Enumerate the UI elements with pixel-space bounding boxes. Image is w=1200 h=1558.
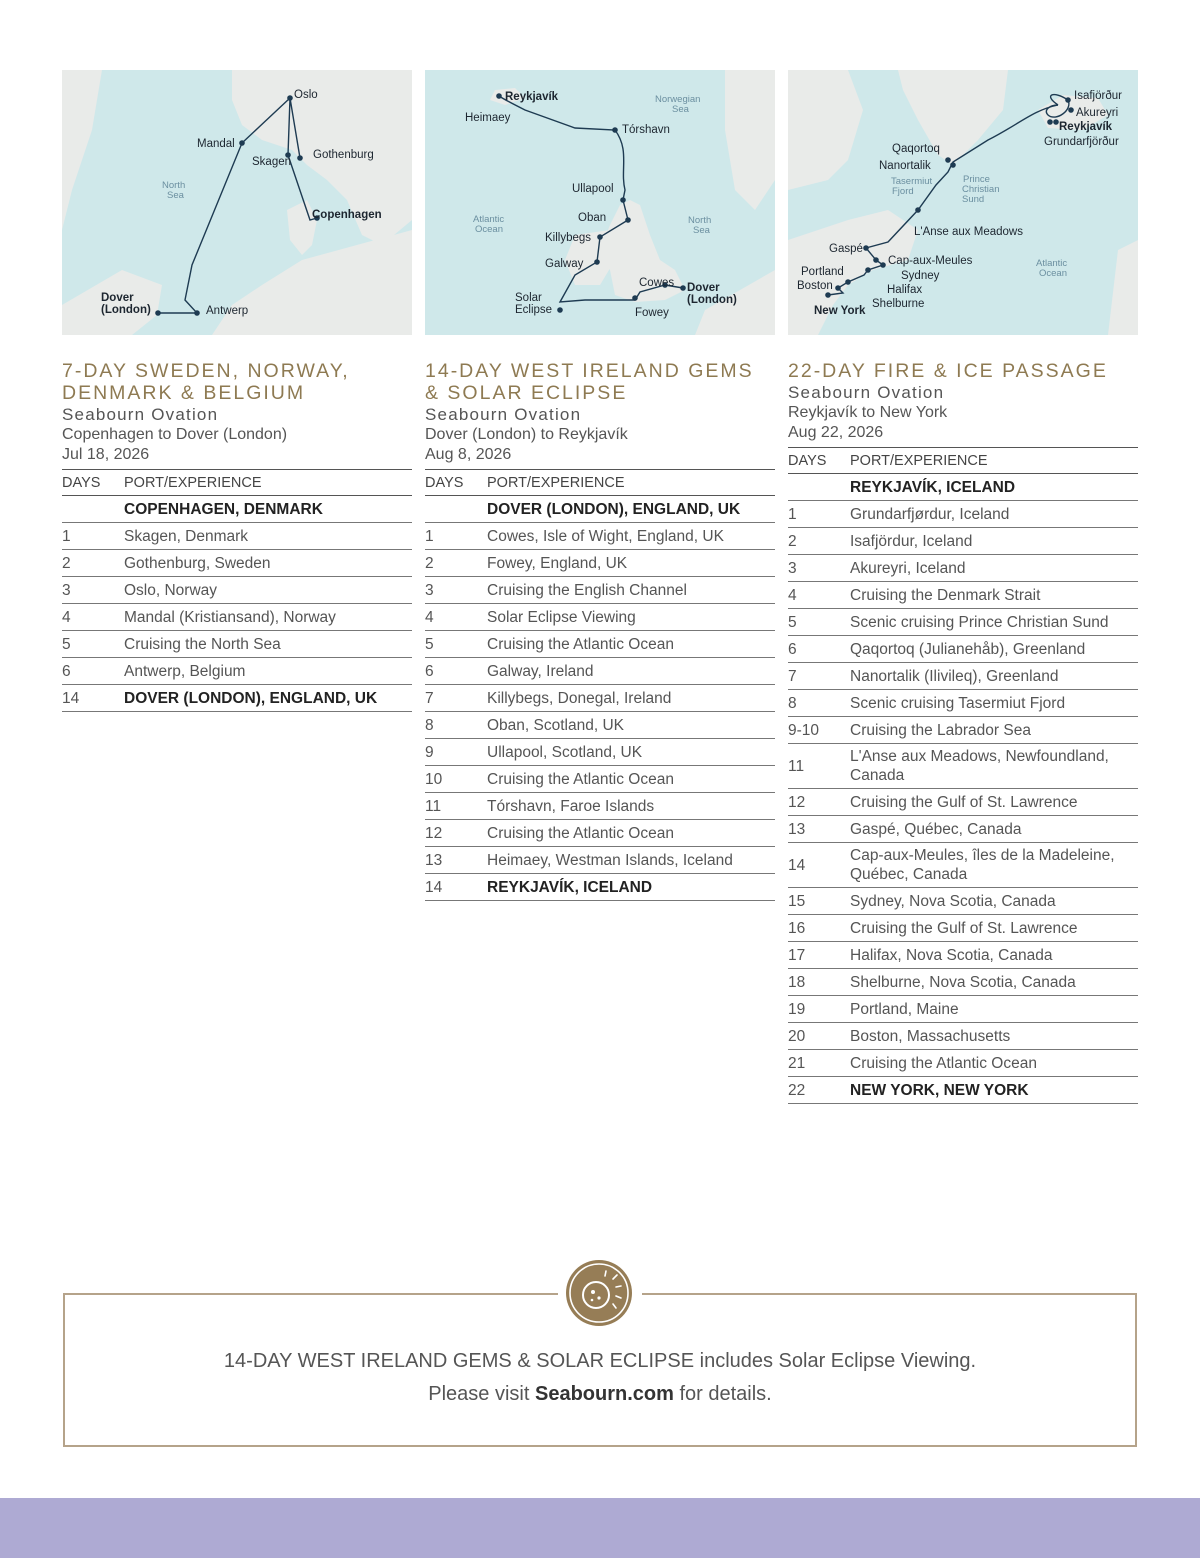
map-label-new-york: New York xyxy=(814,305,866,317)
map-label-akureyri: Akureyri xyxy=(1076,107,1119,119)
day-cell: 1 xyxy=(62,523,124,550)
map-sea-norwegian-sea: Sea xyxy=(672,104,689,115)
itinerary-row xyxy=(788,582,1138,609)
itinerary-table xyxy=(425,469,775,901)
port-cell: Cruising the Atlantic Ocean xyxy=(487,820,775,847)
itinerary-row xyxy=(788,969,1138,996)
day-cell: 13 xyxy=(425,847,487,874)
day-cell: 6 xyxy=(425,658,487,685)
itinerary-row xyxy=(425,874,775,901)
itinerary-column-2 xyxy=(425,360,775,901)
itinerary-row xyxy=(425,604,775,631)
port-cell: Isafjördur, Iceland xyxy=(850,528,1138,555)
map-sea-atlantic-ocean: Ocean xyxy=(475,224,503,235)
itinerary-row xyxy=(788,636,1138,663)
map-sea-norwegian: Norwegian xyxy=(655,94,701,105)
itinerary-column-1 xyxy=(62,360,412,712)
day-cell: 5 xyxy=(62,631,124,658)
itinerary-row xyxy=(788,996,1138,1023)
port-cell: Gothenburg, Sweden xyxy=(124,550,412,577)
day-cell: 6 xyxy=(62,658,124,685)
port-cell: Solar Eclipse Viewing xyxy=(487,604,775,631)
itinerary-row xyxy=(425,766,775,793)
title-line-2: & SOLAR ECLIPSE xyxy=(425,382,628,404)
map-west-ireland-solar-eclipse xyxy=(425,70,775,335)
port-cell: Nanortalik (Ilivileq), Greenland xyxy=(850,663,1138,690)
day-cell: 14 xyxy=(788,843,850,888)
port-cell: DOVER (LONDON), ENGLAND, UK xyxy=(124,685,412,712)
day-cell: 5 xyxy=(788,609,850,636)
port-cell: Oban, Scotland, UK xyxy=(487,712,775,739)
itinerary-row xyxy=(425,523,775,550)
solar-eclipse-icon xyxy=(566,1260,632,1326)
days-header: DAYS xyxy=(425,470,487,496)
map-label-skagen: Skagen xyxy=(252,156,292,168)
map-label-heimaey: Heimaey xyxy=(465,112,511,124)
port-cell: Skagen, Denmark xyxy=(124,523,412,550)
day-cell: 2 xyxy=(788,528,850,555)
map-label-gothenburg: Gothenburg xyxy=(313,149,374,161)
itinerary-row xyxy=(425,793,775,820)
title-line-2: DENMARK & BELGIUM xyxy=(62,382,306,404)
map-label-nanortalik: Nanortalik xyxy=(879,160,931,172)
port-cell: Cruising the Atlantic Ocean xyxy=(850,1050,1138,1077)
port-cell: Cruising the Atlantic Ocean xyxy=(487,631,775,658)
day-cell xyxy=(788,474,850,501)
itinerary-row xyxy=(62,604,412,631)
map-label-sydney: Sydney xyxy=(901,270,940,282)
itinerary-row xyxy=(788,1023,1138,1050)
port-cell: Galway, Ireland xyxy=(487,658,775,685)
itinerary-row xyxy=(425,820,775,847)
day-cell: 12 xyxy=(788,789,850,816)
day-cell: 2 xyxy=(62,550,124,577)
port-cell: Ullapool, Scotland, UK xyxy=(487,739,775,766)
map-label-lanse-aux-meadows: L'Anse aux Meadows xyxy=(914,226,1023,238)
map-sea-sund: Sund xyxy=(962,194,985,205)
itinerary-row xyxy=(62,685,412,712)
map-label-oslo: Oslo xyxy=(294,89,318,101)
day-cell xyxy=(62,496,124,523)
itinerary-row xyxy=(425,496,775,523)
port-cell: Grundarfjørdur, Iceland xyxy=(850,501,1138,528)
itinerary-table xyxy=(788,447,1138,1104)
port-cell: Portland, Maine xyxy=(850,996,1138,1023)
port-cell: Cruising the Gulf of St. Lawrence xyxy=(850,789,1138,816)
map-label-reykjavik: Reykjavík xyxy=(505,91,559,103)
day-cell: 7 xyxy=(788,663,850,690)
itinerary-row xyxy=(788,843,1138,888)
itinerary-row xyxy=(62,577,412,604)
port-cell: Qaqortoq (Julianehåb), Greenland xyxy=(850,636,1138,663)
port-cell: COPENHAGEN, DENMARK xyxy=(124,496,412,523)
map-label-qaqortoq: Qaqortoq xyxy=(892,143,940,155)
notice-line-1: 14-DAY WEST IRELAND GEMS & SOLAR ECLIPSE includes Solar Eclipse Viewing. xyxy=(223,1350,977,1372)
day-cell: 16 xyxy=(788,915,850,942)
map-label-ullapool: Ullapool xyxy=(572,183,614,195)
port-cell: Scenic cruising Tasermiut Fjord xyxy=(850,690,1138,717)
title-line-1: 14-DAY WEST IRELAND GEMS xyxy=(425,360,754,382)
map-label-eclipse: Eclipse xyxy=(515,304,553,316)
itinerary-row xyxy=(788,789,1138,816)
day-cell xyxy=(425,496,487,523)
itinerary-row xyxy=(62,523,412,550)
map-label-galway: Galway xyxy=(545,258,584,270)
badge xyxy=(558,1260,642,1328)
port-cell: DOVER (LONDON), ENGLAND, UK xyxy=(487,496,775,523)
map-label-london: (London) xyxy=(687,294,737,306)
day-cell: 17 xyxy=(788,942,850,969)
route: Reykjavík to New York xyxy=(788,404,948,421)
itinerary-row xyxy=(425,847,775,874)
map-label-antwerp: Antwerp xyxy=(206,305,249,317)
map-label-shelburne: Shelburne xyxy=(872,298,925,310)
map-label-cowes: Cowes xyxy=(639,277,675,289)
departure-date: Jul 18, 2026 xyxy=(62,446,150,463)
itinerary-row xyxy=(788,816,1138,843)
map-label-oban: Oban xyxy=(578,212,607,224)
map-label-cap-aux-meules: Cap-aux-Meules xyxy=(888,255,973,267)
day-cell: 19 xyxy=(788,996,850,1023)
footer-band xyxy=(0,1498,1200,1558)
port-cell: Cruising the North Sea xyxy=(124,631,412,658)
itinerary-row xyxy=(788,555,1138,582)
itinerary-row xyxy=(62,631,412,658)
itinerary-row xyxy=(425,712,775,739)
itinerary-row xyxy=(788,888,1138,915)
departure-date: Aug 8, 2026 xyxy=(425,446,512,463)
notice-text-pre: Please visit xyxy=(428,1383,535,1405)
port-cell: Sydney, Nova Scotia, Canada xyxy=(850,888,1138,915)
itinerary-row xyxy=(788,717,1138,744)
itinerary-row xyxy=(788,942,1138,969)
port-cell: REYKJAVÍK, ICELAND xyxy=(487,874,775,901)
map-label-isafjordur: Isafjörður xyxy=(1074,90,1122,102)
day-cell: 18 xyxy=(788,969,850,996)
day-cell: 21 xyxy=(788,1050,850,1077)
itinerary-row xyxy=(788,528,1138,555)
ship-name: Seabourn Ovation xyxy=(62,405,219,424)
port-cell: Shelburne, Nova Scotia, Canada xyxy=(850,969,1138,996)
day-cell: 3 xyxy=(62,577,124,604)
day-cell: 20 xyxy=(788,1023,850,1050)
port-header: PORT/EXPERIENCE xyxy=(124,470,412,496)
itinerary-row xyxy=(788,744,1138,789)
port-cell: Cruising the English Channel xyxy=(487,577,775,604)
map-sea-north: North xyxy=(162,180,186,191)
itinerary-row xyxy=(62,496,412,523)
map-label-solar: Solar xyxy=(515,292,542,304)
port-cell: Boston, Massachusetts xyxy=(850,1023,1138,1050)
day-cell: 12 xyxy=(425,820,487,847)
map-label-mandal: Mandal xyxy=(197,138,235,150)
itinerary-row xyxy=(425,658,775,685)
itinerary-column-3 xyxy=(788,360,1138,1104)
map-sea-prince: Prince xyxy=(963,174,990,185)
map-label-fowey: Fowey xyxy=(635,307,669,319)
map-label-reykjavik: Reykjavík xyxy=(1059,121,1113,133)
itinerary-table xyxy=(62,469,412,712)
map-label-torshavn: Tórshavn xyxy=(622,124,670,136)
notice-text-post: for details. xyxy=(673,1383,772,1405)
port-cell: L'Anse aux Meadows, Newfoundland, Canada xyxy=(850,744,1138,789)
port-cell: REYKJAVÍK, ICELAND xyxy=(850,474,1138,501)
port-cell: Fowey, England, UK xyxy=(487,550,775,577)
itinerary-row xyxy=(788,474,1138,501)
day-cell: 1 xyxy=(425,523,487,550)
map-sea-north-sea: Sea xyxy=(693,225,710,236)
map-sea-fjord: Fjord xyxy=(892,186,914,197)
port-cell: Cruising the Denmark Strait xyxy=(850,582,1138,609)
itinerary-row xyxy=(788,690,1138,717)
day-cell: 4 xyxy=(62,604,124,631)
title-line-1: 22-DAY FIRE & ICE PASSAGE xyxy=(788,360,1108,382)
day-cell: 4 xyxy=(788,582,850,609)
map-sea-atlantic: Atlantic xyxy=(1036,258,1068,269)
day-cell: 22 xyxy=(788,1077,850,1104)
port-cell: Cowes, Isle of Wight, England, UK xyxy=(487,523,775,550)
day-cell: 6 xyxy=(788,636,850,663)
itinerary-row xyxy=(425,631,775,658)
map-label-dover: Dover xyxy=(101,292,134,304)
map-sea-north: North xyxy=(688,215,712,226)
day-cell: 8 xyxy=(788,690,850,717)
port-cell: Gaspé, Québec, Canada xyxy=(850,816,1138,843)
map-label-portland: Portland xyxy=(801,266,844,278)
days-header: DAYS xyxy=(788,448,850,474)
itinerary-row xyxy=(425,739,775,766)
day-cell: 9-10 xyxy=(788,717,850,744)
map-label-london: (London) xyxy=(101,304,151,316)
day-cell: 10 xyxy=(425,766,487,793)
ship-name: Seabourn Ovation xyxy=(425,405,582,424)
day-cell: 3 xyxy=(425,577,487,604)
itinerary-row xyxy=(425,577,775,604)
itinerary-row xyxy=(788,663,1138,690)
route: Dover (London) to Reykjavík xyxy=(425,426,628,443)
port-cell: Tórshavn, Faroe Islands xyxy=(487,793,775,820)
port-cell: Cruising the Labrador Sea xyxy=(850,717,1138,744)
day-cell: 7 xyxy=(425,685,487,712)
notice-line-2 xyxy=(65,1383,1135,1406)
map-label-dover: Dover xyxy=(687,282,720,294)
day-cell: 2 xyxy=(425,550,487,577)
map-label-boston: Boston xyxy=(797,280,833,292)
day-cell: 1 xyxy=(788,501,850,528)
port-cell: Mandal (Kristiansand), Norway xyxy=(124,604,412,631)
ship-name: Seabourn Ovation xyxy=(788,383,945,402)
port-header: PORT/EXPERIENCE xyxy=(487,470,775,496)
itinerary-row xyxy=(425,550,775,577)
seabourn-link[interactable]: Seabourn.com xyxy=(534,1383,674,1405)
day-cell: 11 xyxy=(425,793,487,820)
map-fire-and-ice-passage xyxy=(788,70,1138,335)
route: Copenhagen to Dover (London) xyxy=(62,426,288,443)
port-cell: Cruising the Atlantic Ocean xyxy=(487,766,775,793)
itinerary-title xyxy=(788,360,1138,382)
day-cell: 13 xyxy=(788,816,850,843)
map-label-killybegs: Killybegs xyxy=(545,232,592,244)
port-cell: Oslo, Norway xyxy=(124,577,412,604)
itinerary-row xyxy=(62,658,412,685)
day-cell: 4 xyxy=(425,604,487,631)
days-header: DAYS xyxy=(62,470,124,496)
day-cell: 11 xyxy=(788,744,850,789)
port-cell: Cap-aux-Meules, îles de la Madeleine, Québec, Canada xyxy=(850,843,1138,888)
day-cell: 9 xyxy=(425,739,487,766)
day-cell: 14 xyxy=(425,874,487,901)
port-cell: Killybegs, Donegal, Ireland xyxy=(487,685,775,712)
title-line-1: 7-DAY SWEDEN, NORWAY, xyxy=(62,360,350,382)
itinerary-row xyxy=(788,1077,1138,1104)
itinerary-row xyxy=(788,501,1138,528)
departure-date: Aug 22, 2026 xyxy=(788,424,884,441)
map-sea-tasermiut: Tasermiut xyxy=(891,176,933,187)
port-cell: Heimaey, Westman Islands, Iceland xyxy=(487,847,775,874)
port-header: PORT/EXPERIENCE xyxy=(850,448,1138,474)
map-label-copenhagen: Copenhagen xyxy=(312,209,382,221)
map-sea-ocean: Ocean xyxy=(1039,268,1067,279)
day-cell: 8 xyxy=(425,712,487,739)
map-label-gaspe: Gaspé xyxy=(829,243,863,255)
map-sweden-norway-denmark-belgium xyxy=(62,70,412,335)
itinerary-title xyxy=(425,360,775,404)
itinerary-row xyxy=(788,1050,1138,1077)
port-cell: Halifax, Nova Scotia, Canada xyxy=(850,942,1138,969)
day-cell: 15 xyxy=(788,888,850,915)
port-cell: Antwerp, Belgium xyxy=(124,658,412,685)
itinerary-row xyxy=(425,685,775,712)
port-cell: Akureyri, Iceland xyxy=(850,555,1138,582)
day-cell: 14 xyxy=(62,685,124,712)
map-sea-christian: Christian xyxy=(962,184,1000,195)
port-cell: NEW YORK, NEW YORK xyxy=(850,1077,1138,1104)
itinerary-row xyxy=(788,609,1138,636)
itinerary-title xyxy=(62,360,412,404)
itinerary-row xyxy=(62,550,412,577)
map-sea-atlantic: Atlantic xyxy=(473,214,505,225)
port-cell: Cruising the Gulf of St. Lawrence xyxy=(850,915,1138,942)
day-cell: 5 xyxy=(425,631,487,658)
map-label-halifax: Halifax xyxy=(887,284,923,296)
port-cell: Scenic cruising Prince Christian Sund xyxy=(850,609,1138,636)
itinerary-row xyxy=(788,915,1138,942)
map-sea-north-sea: Sea xyxy=(167,190,184,201)
map-label-grundarfjordur: Grundarfjörður xyxy=(1044,136,1119,148)
day-cell: 3 xyxy=(788,555,850,582)
